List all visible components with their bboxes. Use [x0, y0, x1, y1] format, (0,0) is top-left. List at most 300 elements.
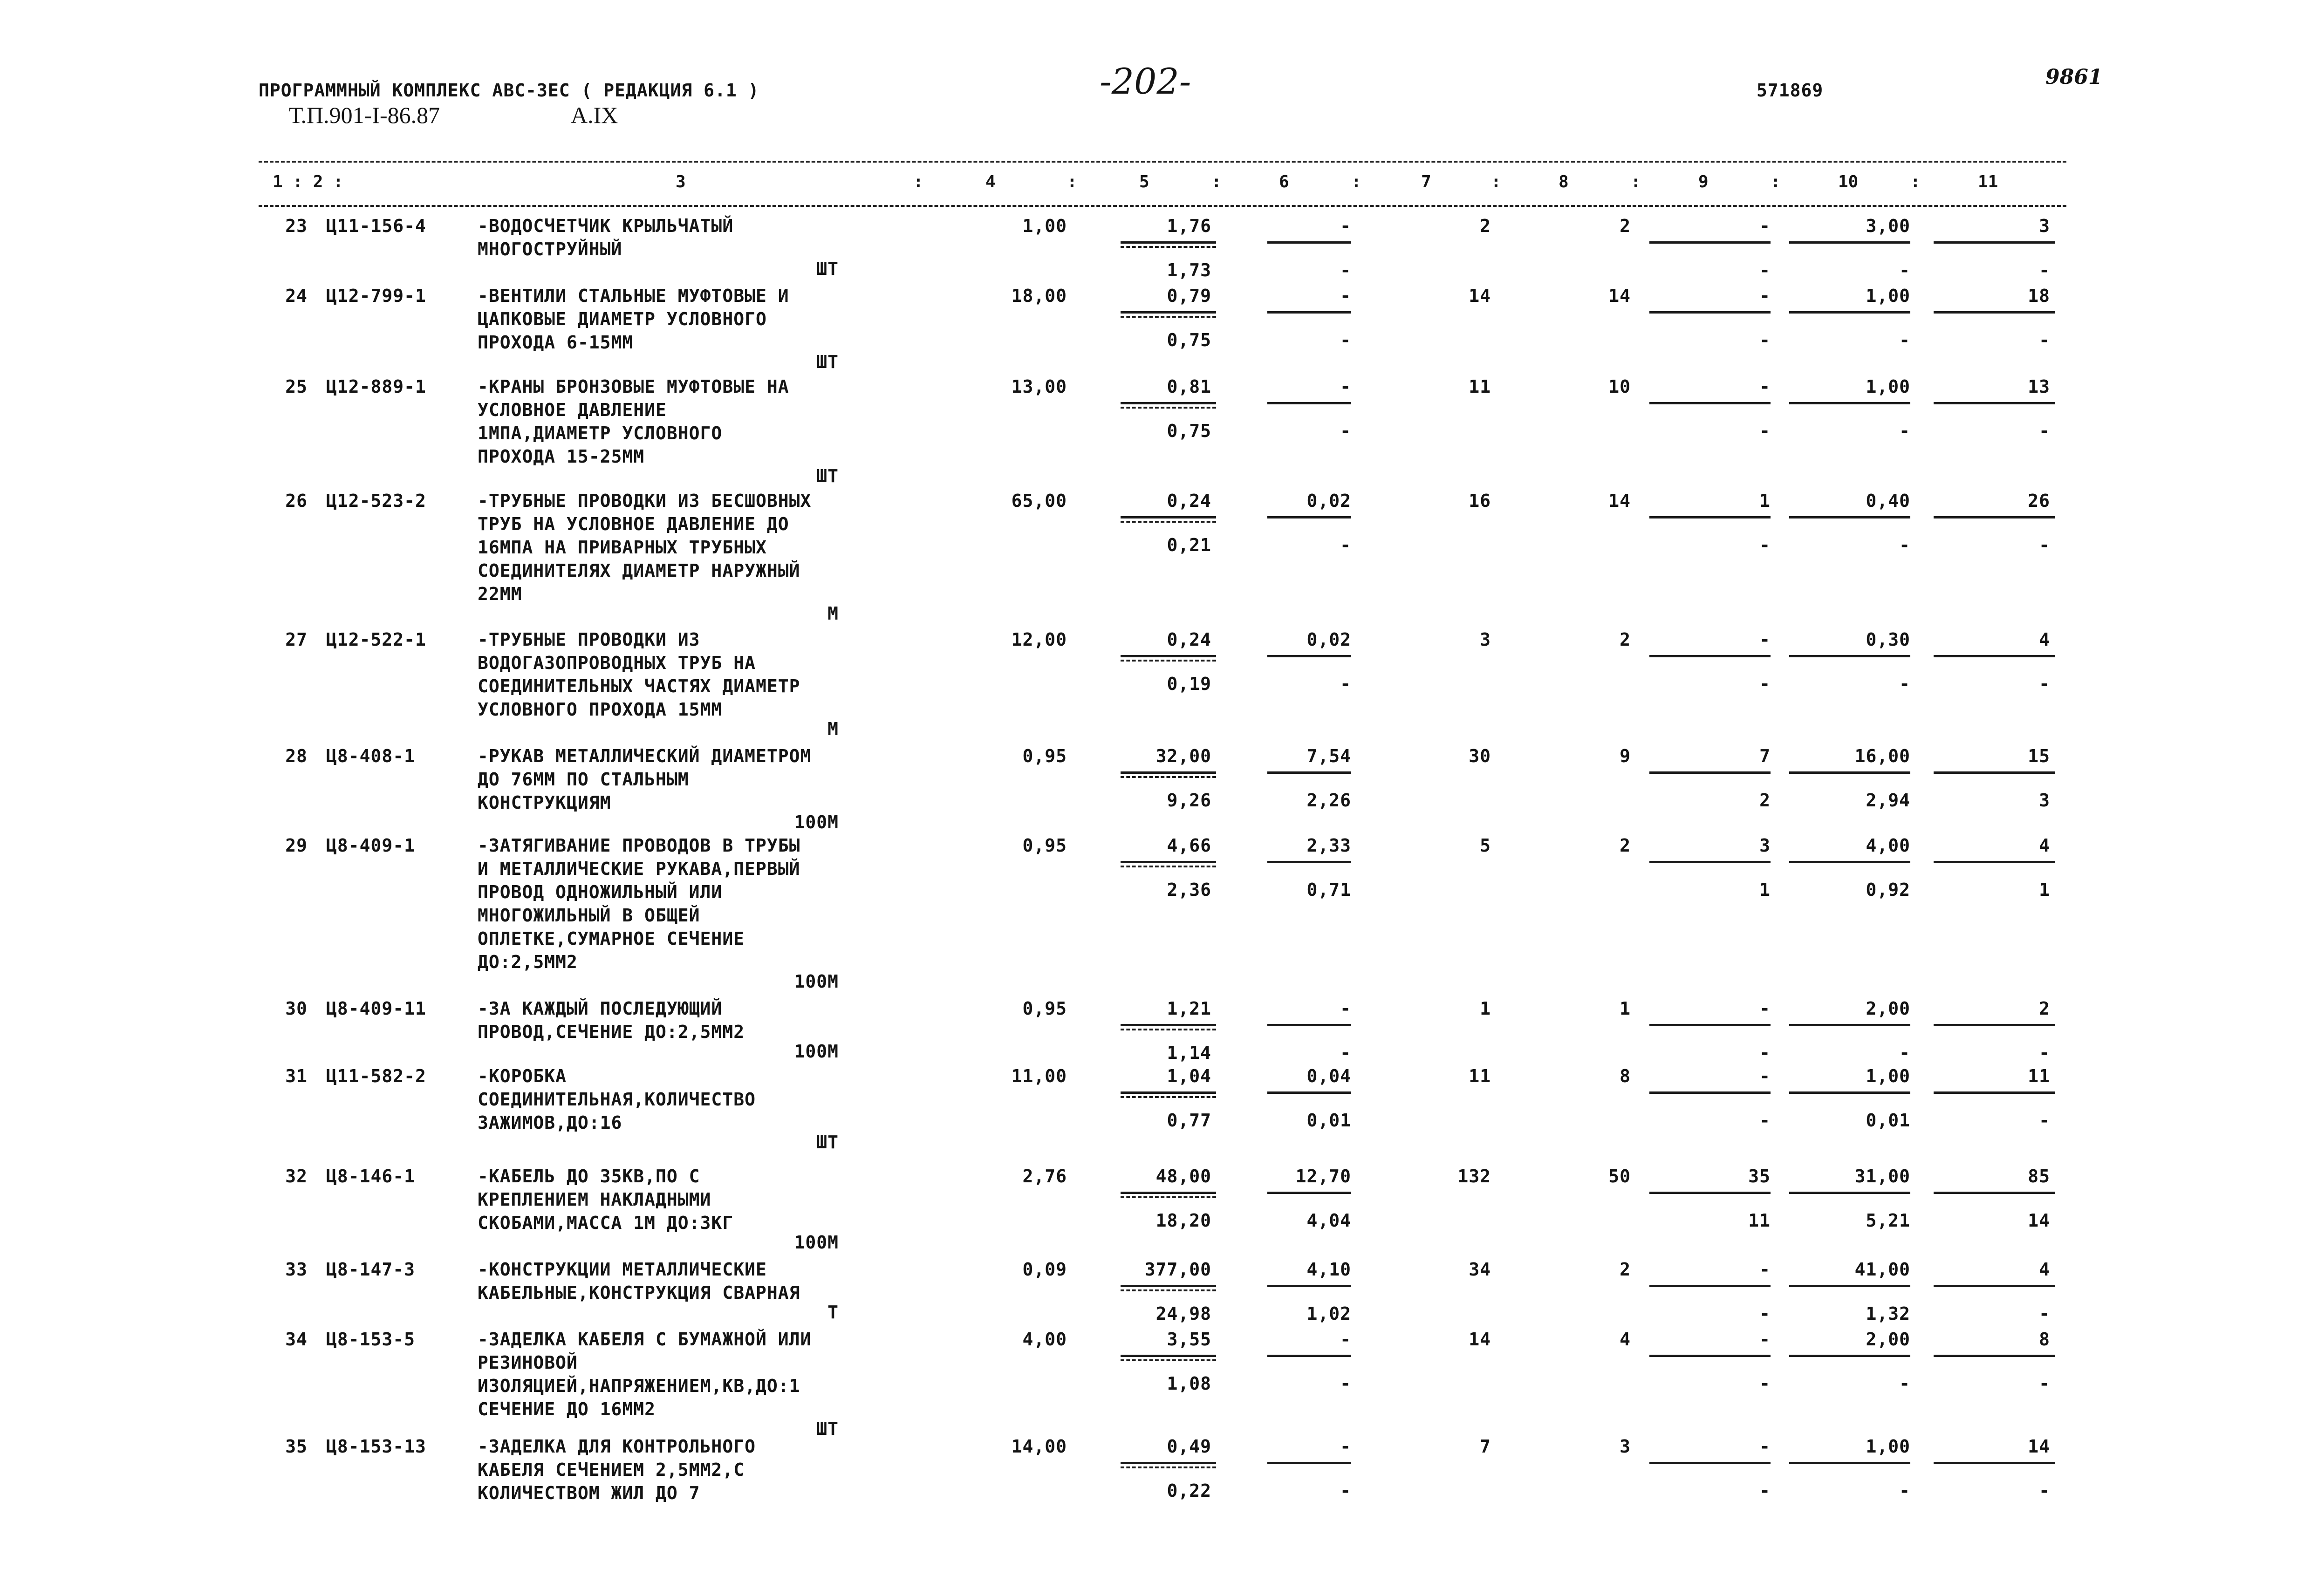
col10-lower-value: -: [1899, 674, 1910, 694]
col9-lower-value: 11: [1748, 1210, 1771, 1231]
row-unit: Т: [827, 1302, 839, 1323]
col11-value: 4: [2039, 1259, 2050, 1280]
col-sep: :: [1910, 172, 1921, 191]
col9-value: -: [1759, 998, 1771, 1019]
col5-value: 48,00: [1156, 1166, 1211, 1187]
col8-value: 50: [1608, 1166, 1631, 1187]
fraction-line: [1789, 655, 1910, 657]
doc-id: 571869: [1757, 80, 1824, 101]
fraction-line: [1934, 241, 2055, 244]
col7-value: 14: [1469, 286, 1491, 306]
col6-value: -: [1340, 998, 1351, 1019]
col6-lower-value: -: [1340, 674, 1351, 694]
col4-value: 2,76: [1022, 1166, 1067, 1187]
col11-lower-value: 1: [2039, 880, 2050, 900]
col9-lower-value: -: [1759, 1303, 1771, 1324]
col5-value: 1,04: [1167, 1066, 1211, 1086]
fraction-line: [1121, 402, 1216, 404]
row-number: 33: [285, 1259, 308, 1280]
col9-value: -: [1759, 1259, 1771, 1280]
fraction-line: [1934, 861, 2055, 863]
col9-lower-value: 2: [1759, 790, 1771, 811]
col-sep: :: [1491, 172, 1501, 191]
fraction-line: [1789, 311, 1910, 314]
col6-lower-value: 0,01: [1306, 1110, 1351, 1131]
col5-value: 0,24: [1167, 491, 1211, 511]
col7-value: 11: [1469, 376, 1491, 397]
col9-value: -: [1759, 1329, 1771, 1350]
fraction-line: [1789, 1285, 1910, 1287]
col6-value: -: [1340, 1329, 1351, 1350]
col10-value: 41,00: [1854, 1259, 1910, 1280]
fraction-line: [1789, 861, 1910, 863]
row-description: -КРАНЫ БРОНЗОВЫЕ МУФТОВЫЕ НА УСЛОВНОЕ ДАВЛЕНИЕ 1МПА,ДИАМЕТР УСЛОВНОГО ПРОХОДА 15-25ММ: [478, 376, 789, 467]
col11-lower-value: -: [2039, 421, 2050, 441]
fraction-line: [1649, 516, 1771, 518]
fraction-line: [1121, 1355, 1216, 1357]
col10-lower-value: 2,94: [1866, 790, 1910, 811]
fraction-line: [1649, 1091, 1771, 1094]
col11-lower-value: -: [2039, 674, 2050, 694]
row-unit: 100М: [794, 1232, 839, 1253]
fraction-line: [1789, 771, 1910, 774]
col8-value: 2: [1620, 1259, 1631, 1280]
fraction-line: [1121, 1029, 1216, 1030]
fraction-line: [1649, 241, 1771, 244]
fraction-line: [1121, 1096, 1216, 1098]
fraction-line: [1121, 246, 1216, 248]
row-number: 29: [285, 835, 308, 856]
fraction-line: [1267, 311, 1351, 314]
col11-lower-value: -: [2039, 1043, 2050, 1063]
col10-value: 4,00: [1866, 835, 1910, 856]
fraction-line: [1121, 1285, 1216, 1287]
col-sep: :: [1067, 172, 1077, 191]
fraction-line: [1267, 1355, 1351, 1357]
col-num-1-2: 1 : 2 :: [273, 172, 343, 191]
fraction-line: [1649, 311, 1771, 314]
col6-value: -: [1340, 1436, 1351, 1457]
col11-lower-value: 3: [2039, 790, 2050, 811]
col11-value: 85: [2028, 1166, 2050, 1187]
col5-value: 3,55: [1167, 1329, 1211, 1350]
fraction-line: [1267, 402, 1351, 404]
page-number: -202-: [1100, 61, 1191, 102]
col8-value: 14: [1608, 491, 1631, 511]
col4-value: 65,00: [1011, 491, 1067, 511]
col9-value: -: [1759, 629, 1771, 650]
col9-value: 3: [1759, 835, 1771, 856]
col-sep: :: [1631, 172, 1641, 191]
fraction-line: [1267, 516, 1351, 518]
row-code: Ц12-799-1: [326, 286, 426, 306]
fraction-line: [1789, 1192, 1910, 1194]
col4-value: 14,00: [1011, 1436, 1067, 1457]
col8-value: 9: [1620, 746, 1631, 766]
col6-lower-value: -: [1340, 535, 1351, 555]
fraction-line: [1121, 1024, 1216, 1026]
fraction-line: [1789, 1462, 1910, 1464]
col5-lower-value: 1,08: [1167, 1373, 1211, 1394]
fraction-line: [1789, 1091, 1910, 1094]
col11-value: 4: [2039, 629, 2050, 650]
row-description: -ТРУБНЫЕ ПРОВОДКИ ИЗ ВОДОГАЗОПРОВОДНЫХ ТРУБ НА СОЕДИНИТЕЛЬНЫХ ЧАСТЯХ ДИАМЕТР УСЛОВНОГО ПРОХОДА 15ММ: [478, 629, 800, 720]
col5-lower-value: 2,36: [1167, 880, 1211, 900]
col10-value: 1,00: [1866, 376, 1910, 397]
col9-lower-value: -: [1759, 421, 1771, 441]
col10-value: 1,00: [1866, 1436, 1910, 1457]
col8-value: 3: [1620, 1436, 1631, 1457]
col6-lower-value: 4,04: [1306, 1210, 1351, 1231]
col5-lower-value: 0,22: [1167, 1480, 1211, 1501]
column-numbers-header: [0, 172, 2311, 196]
fraction-line: [1649, 771, 1771, 774]
col11-lower-value: -: [2039, 330, 2050, 350]
col6-lower-value: 1,02: [1306, 1303, 1351, 1324]
fraction-line: [1121, 1359, 1216, 1361]
col4-value: 0,95: [1022, 746, 1067, 766]
row-number: 23: [285, 216, 308, 236]
col5-value: 32,00: [1156, 746, 1211, 766]
fraction-line: [1121, 1196, 1216, 1198]
col10-value: 0,30: [1866, 629, 1910, 650]
row-number: 27: [285, 629, 308, 650]
fraction-line: [1934, 1355, 2055, 1357]
row-description: -ЗАДЕЛКА ДЛЯ КОНТРОЛЬНОГО КАБЕЛЯ СЕЧЕНИЕМ 2,5ММ2,С КОЛИЧЕСТВОМ ЖИЛ ДО 7: [478, 1436, 756, 1503]
col5-lower-value: 0,75: [1167, 330, 1211, 350]
col6-value: 7,54: [1306, 746, 1351, 766]
col8-value: 2: [1620, 216, 1631, 236]
col11-value: 3: [2039, 216, 2050, 236]
col10-lower-value: 0,01: [1866, 1110, 1910, 1131]
col5-value: 0,49: [1167, 1436, 1211, 1457]
col10-lower-value: -: [1899, 1480, 1910, 1501]
col-sep: :: [913, 172, 923, 191]
program-title: ПРОГРАММНЫЙ КОМПЛЕКС АВС-3ЕС ( РЕДАКЦИЯ 6.1 ): [259, 80, 759, 101]
col5-value: 1,21: [1167, 998, 1211, 1019]
fraction-line: [1267, 1285, 1351, 1287]
fraction-line: [1789, 1024, 1910, 1026]
fraction-line: [1121, 776, 1216, 778]
col5-value: 4,66: [1167, 835, 1211, 856]
fraction-line: [1121, 771, 1216, 774]
col5-lower-value: 1,73: [1167, 260, 1211, 280]
col10-value: 2,00: [1866, 1329, 1910, 1350]
col10-lower-value: -: [1899, 1043, 1910, 1063]
col5-lower-value: 24,98: [1156, 1303, 1211, 1324]
col10-lower-value: 1,32: [1866, 1303, 1910, 1324]
fraction-line: [1934, 1024, 2055, 1026]
col7-value: 16: [1469, 491, 1491, 511]
row-unit: ШТ: [816, 352, 839, 372]
fraction-line: [1789, 402, 1910, 404]
col7-value: 1: [1480, 998, 1491, 1019]
row-description: -ВОДОСЧЕТЧИК КРЫЛЬЧАТЫЙ МНОГОСТРУЙНЫЙ: [478, 216, 734, 259]
col6-value: -: [1340, 216, 1351, 236]
col11-lower-value: -: [2039, 1303, 2050, 1324]
fraction-line: [1267, 655, 1351, 657]
row-unit: ШТ: [816, 259, 839, 279]
col11-value: 15: [2028, 746, 2050, 766]
row-number: 32: [285, 1166, 308, 1187]
fraction-line: [1267, 1192, 1351, 1194]
row-code: Ц12-523-2: [326, 491, 426, 511]
col11-lower-value: -: [2039, 1110, 2050, 1131]
row-unit: ШТ: [816, 1419, 839, 1439]
col4-value: 4,00: [1022, 1329, 1067, 1350]
fraction-line: [1934, 516, 2055, 518]
fraction-line: [1934, 311, 2055, 314]
row-description: -ВЕНТИЛИ СТАЛЬНЫЕ МУФТОВЫЕ И ЦАПКОВЫЕ ДИАМЕТР УСЛОВНОГО ПРОХОДА 6-15ММ: [478, 286, 789, 353]
col10-value: 0,40: [1866, 491, 1910, 511]
col7-value: 30: [1469, 746, 1491, 766]
row-unit: М: [827, 719, 839, 739]
row-description: -ЗАДЕЛКА КАБЕЛЯ С БУМАЖНОЙ ИЛИ РЕЗИНОВОЙ ИЗОЛЯЦИЕЙ,НАПРЯЖЕНИЕМ,КВ,ДО:1 СЕЧЕНИЕ ДО 16ММ2: [478, 1329, 812, 1419]
col9-lower-value: -: [1759, 1043, 1771, 1063]
fraction-line: [1267, 861, 1351, 863]
col6-value: -: [1340, 286, 1351, 306]
col6-value: 0,02: [1306, 629, 1351, 650]
fraction-line: [1649, 1355, 1771, 1357]
col5-lower-value: 0,21: [1167, 535, 1211, 555]
col6-value: 2,33: [1306, 835, 1351, 856]
col-num-3: 3: [676, 172, 686, 191]
col8-value: 2: [1620, 835, 1631, 856]
col10-lower-value: -: [1899, 535, 1910, 555]
col9-lower-value: -: [1759, 674, 1771, 694]
fraction-line: [1121, 660, 1216, 662]
fraction-line: [1649, 1285, 1771, 1287]
row-description: -РУКАВ МЕТАЛЛИЧЕСКИЙ ДИАМЕТРОМ ДО 76ММ ПО СТАЛЬНЫМ КОНСТРУКЦИЯМ: [478, 746, 812, 813]
col5-value: 1,76: [1167, 216, 1211, 236]
row-description: -КАБЕЛЬ ДО 35КВ,ПО С КРЕПЛЕНИЕМ НАКЛАДНЫМИ СКОБАМИ,МАССА 1М ДО:3КГ: [478, 1166, 734, 1233]
col-num-4: 4: [985, 172, 996, 191]
col8-value: 14: [1608, 286, 1631, 306]
fraction-line: [1121, 655, 1216, 657]
col11-value: 11: [2028, 1066, 2050, 1086]
row-number: 30: [285, 998, 308, 1019]
fraction-line: [1649, 655, 1771, 657]
table-top-rule: [259, 161, 2066, 163]
col10-lower-value: -: [1899, 421, 1910, 441]
row-unit: ШТ: [816, 466, 839, 486]
fraction-line: [1649, 861, 1771, 863]
row-number: 24: [285, 286, 308, 306]
col-num-11: 11: [1978, 172, 1998, 191]
col4-value: 18,00: [1011, 286, 1067, 306]
row-code: Ц8-153-5: [326, 1329, 416, 1350]
col7-value: 132: [1457, 1166, 1491, 1187]
fraction-line: [1121, 1289, 1216, 1291]
col9-lower-value: 1: [1759, 880, 1771, 900]
col-num-7: 7: [1421, 172, 1431, 191]
col9-lower-value: -: [1759, 1373, 1771, 1394]
col4-value: 0,95: [1022, 998, 1067, 1019]
col6-lower-value: -: [1340, 1373, 1351, 1394]
fraction-line: [1649, 1024, 1771, 1026]
col11-value: 4: [2039, 835, 2050, 856]
col6-lower-value: -: [1340, 1480, 1351, 1501]
col5-lower-value: 18,20: [1156, 1210, 1211, 1231]
col10-lower-value: -: [1899, 330, 1910, 350]
col8-value: 10: [1608, 376, 1631, 397]
fraction-line: [1121, 1091, 1216, 1094]
row-description: -ТРУБНЫЕ ПРОВОДКИ ИЗ БЕСШОВНЫХ ТРУБ НА УСЛОВНОЕ ДАВЛЕНИЕ ДО 16МПА НА ПРИВАРНЫХ ТРУБНЫХ СОЕДИНИТЕЛЯХ ДИАМЕТР НАРУЖНЫЙ 22ММ: [478, 491, 812, 604]
fraction-line: [1934, 1285, 2055, 1287]
fraction-line: [1649, 402, 1771, 404]
col4-value: 0,95: [1022, 835, 1067, 856]
col4-value: 0,09: [1022, 1259, 1067, 1280]
col5-value: 377,00: [1144, 1259, 1211, 1280]
col9-value: -: [1759, 1066, 1771, 1086]
row-unit: ШТ: [816, 1132, 839, 1153]
col9-value: -: [1759, 216, 1771, 236]
col10-lower-value: -: [1899, 1373, 1910, 1394]
fraction-line: [1934, 771, 2055, 774]
fraction-line: [1267, 1024, 1351, 1026]
row-code: Ц8-409-11: [326, 998, 426, 1019]
col5-value: 0,24: [1167, 629, 1211, 650]
album-label: А.IX: [571, 102, 618, 128]
col5-lower-value: 0,75: [1167, 421, 1211, 441]
row-code: Ц12-889-1: [326, 376, 426, 397]
fraction-line: [1649, 1462, 1771, 1464]
col-sep: :: [1771, 172, 1781, 191]
col6-lower-value: -: [1340, 330, 1351, 350]
fraction-line: [1789, 516, 1910, 518]
fraction-line: [1267, 1462, 1351, 1464]
fraction-line: [1789, 1355, 1910, 1357]
row-code: Ц8-408-1: [326, 746, 416, 766]
row-code: Ц8-146-1: [326, 1166, 416, 1187]
col9-lower-value: -: [1759, 1110, 1771, 1131]
row-unit: 100М: [794, 1041, 839, 1062]
fraction-line: [1121, 1192, 1216, 1194]
col9-value: 1: [1759, 491, 1771, 511]
table-header-rule: [259, 205, 2066, 207]
fraction-line: [1121, 311, 1216, 314]
col9-value: -: [1759, 286, 1771, 306]
fraction-line: [1121, 1462, 1216, 1464]
col10-value: 1,00: [1866, 1066, 1910, 1086]
fraction-line: [1267, 771, 1351, 774]
col5-value: 0,79: [1167, 286, 1211, 306]
row-number: 35: [285, 1436, 308, 1457]
corner-mark: 9861: [2045, 65, 2103, 89]
col7-value: 34: [1469, 1259, 1491, 1280]
fraction-line: [1121, 521, 1216, 523]
col7-value: 14: [1469, 1329, 1491, 1350]
col11-value: 13: [2028, 376, 2050, 397]
row-number: 34: [285, 1329, 308, 1350]
row-number: 25: [285, 376, 308, 397]
col4-value: 1,00: [1022, 216, 1067, 236]
col11-value: 8: [2039, 1329, 2050, 1350]
col11-value: 26: [2028, 491, 2050, 511]
col7-value: 7: [1480, 1436, 1491, 1457]
col9-value: 7: [1759, 746, 1771, 766]
col6-lower-value: 0,71: [1306, 880, 1351, 900]
col6-lower-value: -: [1340, 421, 1351, 441]
col10-value: 1,00: [1866, 286, 1910, 306]
fraction-line: [1121, 866, 1216, 867]
col7-value: 11: [1469, 1066, 1491, 1086]
col11-lower-value: -: [2039, 1373, 2050, 1394]
col9-value: 35: [1748, 1166, 1771, 1187]
col9-lower-value: -: [1759, 260, 1771, 280]
col9-lower-value: -: [1759, 1480, 1771, 1501]
col8-value: 1: [1620, 998, 1631, 1019]
col6-value: 12,70: [1295, 1166, 1351, 1187]
fraction-line: [1121, 241, 1216, 244]
fraction-line: [1934, 1192, 2055, 1194]
row-unit: М: [827, 603, 839, 624]
col6-value: -: [1340, 376, 1351, 397]
col5-value: 0,81: [1167, 376, 1211, 397]
document-code: Т.П.901-I-86.87: [289, 102, 440, 128]
row-code: Ц8-147-3: [326, 1259, 416, 1280]
fraction-line: [1267, 1091, 1351, 1094]
fraction-line: [1934, 402, 2055, 404]
col6-value: 0,04: [1306, 1066, 1351, 1086]
col5-lower-value: 0,77: [1167, 1110, 1211, 1131]
row-code: Ц11-582-2: [326, 1066, 426, 1086]
col11-lower-value: 14: [2028, 1210, 2050, 1231]
fraction-line: [1934, 655, 2055, 657]
col-num-10: 10: [1838, 172, 1859, 191]
col8-value: 4: [1620, 1329, 1631, 1350]
col10-value: 2,00: [1866, 998, 1910, 1019]
col11-value: 2: [2039, 998, 2050, 1019]
col10-lower-value: -: [1899, 260, 1910, 280]
col9-value: -: [1759, 376, 1771, 397]
col10-value: 31,00: [1854, 1166, 1910, 1187]
col7-value: 5: [1480, 835, 1491, 856]
col9-lower-value: -: [1759, 535, 1771, 555]
col-num-9: 9: [1698, 172, 1709, 191]
col4-value: 12,00: [1011, 629, 1067, 650]
col9-value: -: [1759, 1436, 1771, 1457]
row-number: 31: [285, 1066, 308, 1086]
col8-value: 8: [1620, 1066, 1631, 1086]
row-description: -ЗАТЯГИВАНИЕ ПРОВОДОВ В ТРУБЫ И МЕТАЛЛИЧЕСКИЕ РУКАВА,ПЕРВЫЙ ПРОВОД ОДНОЖИЛЬНЫЙ ИЛИ МНОГОЖИЛЬНЫЙ В ОБЩЕЙ ОПЛЕТКЕ,СУМАРНОЕ СЕЧЕНИЕ ДО:2,5ММ2: [478, 835, 800, 972]
col10-value: 16,00: [1854, 746, 1910, 766]
col11-lower-value: -: [2039, 1480, 2050, 1501]
col7-value: 3: [1480, 629, 1491, 650]
fraction-line: [1649, 1192, 1771, 1194]
fraction-line: [1121, 407, 1216, 409]
row-description: -ЗА КАЖДЫЙ ПОСЛЕДУЮЩИЙ ПРОВОД,СЕЧЕНИЕ ДО:2,5ММ2: [478, 998, 745, 1042]
col-sep: :: [1351, 172, 1361, 191]
col6-lower-value: -: [1340, 260, 1351, 280]
col-num-8: 8: [1559, 172, 1569, 191]
col6-lower-value: -: [1340, 1043, 1351, 1063]
row-number: 26: [285, 491, 308, 511]
fraction-line: [1121, 516, 1216, 518]
col11-lower-value: -: [2039, 260, 2050, 280]
col6-lower-value: 2,26: [1306, 790, 1351, 811]
fraction-line: [1789, 241, 1910, 244]
col5-lower-value: 0,19: [1167, 674, 1211, 694]
col10-lower-value: 5,21: [1866, 1210, 1910, 1231]
row-code: Ц12-522-1: [326, 629, 426, 650]
col7-value: 2: [1480, 216, 1491, 236]
col5-lower-value: 1,14: [1167, 1043, 1211, 1063]
col4-value: 11,00: [1011, 1066, 1067, 1086]
col-sep: :: [1211, 172, 1222, 191]
fraction-line: [1121, 316, 1216, 318]
col8-value: 2: [1620, 629, 1631, 650]
